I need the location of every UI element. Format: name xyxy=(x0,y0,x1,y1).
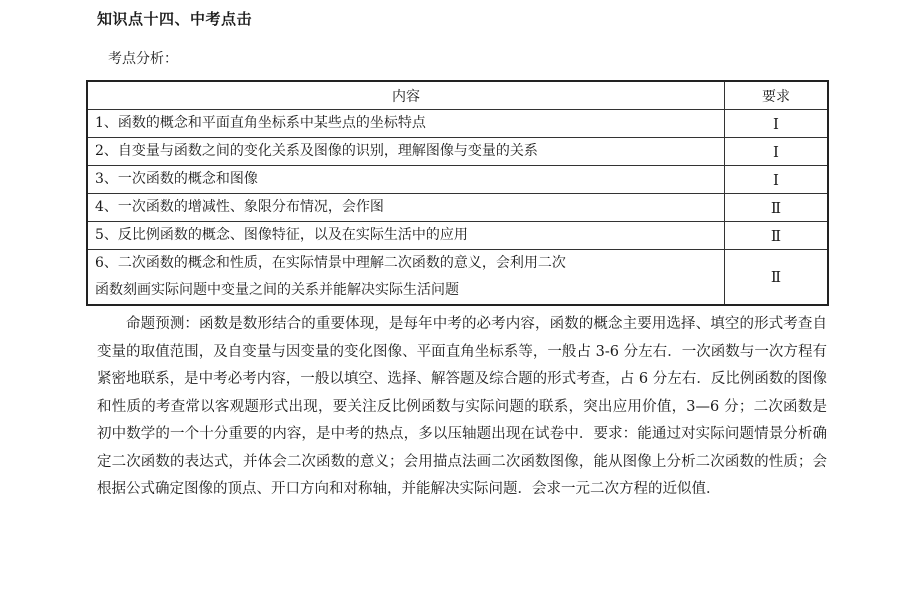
analysis-label: 考点分析： xyxy=(108,51,178,67)
row-content-line: 6、二次函数的概念和性质，在实际情景中理解二次函数的意义，会利用二次 xyxy=(95,255,566,271)
table-row xyxy=(87,138,828,166)
table-row xyxy=(87,222,828,250)
row-content: 1、函数的概念和平面直角坐标系中某些点的坐标特点 xyxy=(87,110,725,138)
row-requirement: Ⅱ xyxy=(725,222,829,250)
row-content-line: 函数刻画实际问题中变量之间的关系并能解决实际生活问题 xyxy=(95,282,459,298)
row-requirement: Ⅱ xyxy=(725,250,829,306)
table-row xyxy=(87,110,828,138)
table-row xyxy=(87,166,828,194)
table-header-row xyxy=(87,81,828,110)
row-content: 4、一次函数的增减性、象限分布情况，会作图 xyxy=(87,194,725,222)
row-content: 2、自变量与函数之间的变化关系及图像的识别，理解图像与变量的关系 xyxy=(87,138,725,166)
table-row xyxy=(87,194,828,222)
row-content: 3、一次函数的概念和图像 xyxy=(87,166,725,194)
header-content: 内容 xyxy=(87,81,725,110)
row-requirement: Ⅰ xyxy=(725,166,829,194)
section-title: 知识点十四、中考点击 xyxy=(97,10,253,28)
row-requirement: Ⅰ xyxy=(725,138,829,166)
row-content xyxy=(87,250,725,306)
row-requirement: Ⅰ xyxy=(725,110,829,138)
prediction-paragraph: 命题预测：函数是数形结合的重要体现，是每年中考的必考内容，函数的概念主要用选择、填空的形式考查自变量的取值范围，及自变量与因变量的变化图像、平面直角坐标系等，一般占 3-6 分左右．一次函数与一次方程有紧密地联系，是中考必考内容，一般以填空、选择、解答题及综合题的形式考查，占 6 分左右．反比例函数的图像和性质的考查常以客观题形式出现，要关注反比例函数与实际问题的联系，突出应用价值，3—6 分；二次函数是初中数学的一个十分重要的内容，是中考的热点，多以压轴题出现在试卷中．要求：能通过对实际问题情景分析确定二次函数的表达式，并体会二次函数的意义；会用描点法画二次函数图像，能从图像上分析二次函数的性质；会根据公式确定图像的顶点、开口方向和对称轴，并能解决实际问题．会求一元二次方程的近似值． xyxy=(97,316,827,497)
table-row xyxy=(87,250,828,306)
header-requirement: 要求 xyxy=(725,81,829,110)
exam-topics-table xyxy=(86,80,829,306)
row-requirement: Ⅱ xyxy=(725,194,829,222)
row-content: 5、反比例函数的概念、图像特征，以及在实际生活中的应用 xyxy=(87,222,725,250)
